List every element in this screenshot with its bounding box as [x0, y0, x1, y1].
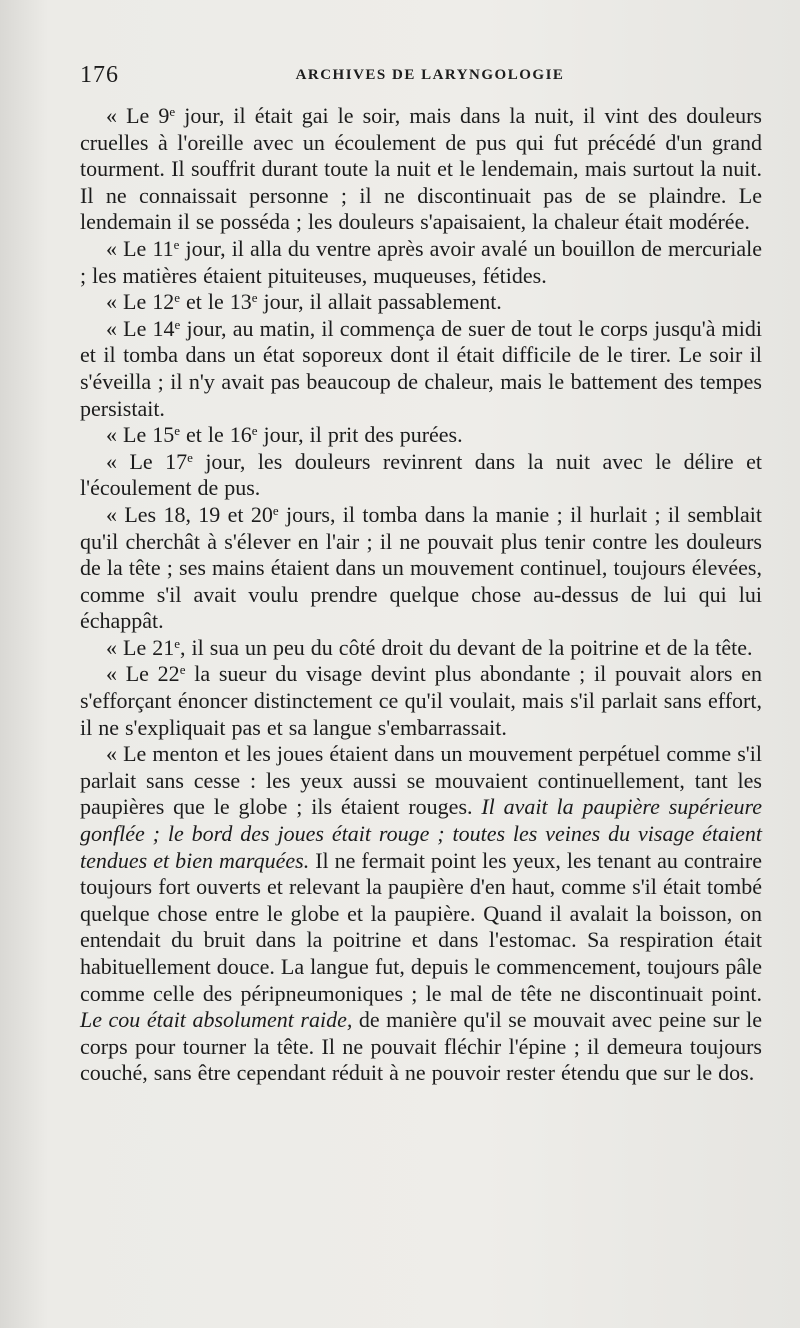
- paragraph: [80, 103, 762, 236]
- text-segment: jour, il allait passablement.: [257, 289, 502, 315]
- text-segment: , il sua un peu du côté droit du devant de la poitrine et de la tête.: [179, 634, 753, 660]
- superscript: e: [251, 290, 258, 306]
- paragraph: [80, 741, 762, 1087]
- text-segment: et le 16: [179, 422, 252, 448]
- italic-text: Il avait la paupière supérieure gonflée ; le bord des joues était rouge ; toutes les veines du visage étaient tendues et bien marquées.: [80, 794, 762, 873]
- text-segment: « Le 21: [106, 634, 175, 660]
- superscript: e: [173, 236, 180, 252]
- text-segment: « Le 9: [106, 103, 170, 128]
- text-segment: « Le 12: [106, 289, 175, 315]
- paragraph: [80, 449, 762, 502]
- superscript: e: [174, 316, 181, 332]
- italic-text: Le cou était absolument raide,: [80, 1007, 353, 1033]
- superscript: e: [187, 449, 193, 465]
- superscript: e: [174, 290, 180, 306]
- paragraph: [80, 236, 762, 289]
- paragraph: [80, 635, 762, 662]
- paragraph: [80, 316, 762, 422]
- paragraph: [80, 422, 762, 449]
- superscript: e: [174, 423, 180, 439]
- text-segment: « Le 17: [106, 448, 188, 474]
- paragraph: [80, 661, 762, 741]
- text-segment: « Le menton et les joues étaient dans un mouvement perpétuel comme s'il parlait sans cesse : les yeux aussi se mouvaient continuellement, tant les paupières que le globe ; ils étaient rouges.: [80, 741, 762, 820]
- text-segment: Il ne fermait point les yeux, les tenant au contraire toujours fort ouverts et relevant la paupière d'en haut, comme s'il était tombé quelque chose entre le globe et la paupière. Quand il avalait la boisson, on entendait du bruit dans la poitrine et dans l'estomac. Sa respiration était habituellement douce. La langue fut, depuis le commencement, toujours pâle comme celle des péripneumoniques ; le mal de tête ne discontinuait point.: [80, 847, 763, 1006]
- running-head: ARCHIVES DE LARYNGOLOGIE: [295, 67, 565, 83]
- paragraph: [80, 502, 762, 635]
- superscript: e: [179, 662, 186, 678]
- text-segment: jours, il tomba dans la manie ; il hurlait ; il semblait qu'il cherchât à s'élever en l'air ; il ne pouvait plus tenir contre les douleurs de la tête ; ses mains étaient dans un mouvement continuel, toujours élevées, comme s'il avait voulu prendre quelque chose au-dessus de lui qui lui échappât.: [80, 501, 762, 634]
- text-segment: jour, au matin, il commença de suer de tout le corps jusqu'à midi et il tomba dans un état soporeux dont il était difficile de le tirer. Le soir il s'éveilla ; il n'y avait pas beaucoup de chaleur, mais le battement des tempes persistait.: [80, 315, 763, 421]
- superscript: e: [272, 502, 279, 518]
- page-number: 176: [80, 62, 119, 88]
- text-segment: jour, les douleurs revinrent dans la nuit avec le délire et l'écoulement de pus.: [80, 448, 762, 501]
- superscript: e: [174, 635, 180, 651]
- text-segment: jour, il alla du ventre après avoir avalé un bouillon de mercuriale ; les matières étaient pituiteuses, muqueuses, fétides.: [80, 235, 762, 288]
- text-segment: « Les 18, 19 et 20: [106, 501, 273, 527]
- text-segment: « Le 14: [106, 315, 175, 341]
- text-segment: jour, il était gai le soir, mais dans la nuit, il vint des douleurs cruelles à l'oreille avec un écoulement de pus qui fut précédé d'un grand tourment. Il souffrit durant toute la nuit et le lendemain, mais surtout la nuit. Il ne connaissait personne ; il ne discontinuait pas de se plaindre. Le lendemain il se posséda ; les douleurs s'apaisaient, la chaleur était modérée.: [80, 103, 762, 235]
- paragraph: [80, 289, 762, 316]
- body-text: [80, 103, 762, 1087]
- superscript: e: [251, 423, 258, 439]
- text-segment: « Le 22: [106, 661, 180, 687]
- text-segment: et le 13: [179, 289, 252, 315]
- text-segment: la sueur du visage devint plus abondante ; il pouvait alors en s'efforçant énoncer distinctement ce qu'il voulait, mais s'il parlait sans effort, il ne s'expliquait pas et sa langue s'embarrassait.: [80, 661, 762, 740]
- text-segment: jour, il prit des purées.: [257, 422, 463, 448]
- page-header: [80, 62, 760, 92]
- text-segment: « Le 11: [106, 235, 174, 261]
- superscript: e: [169, 104, 176, 119]
- text-segment: « Le 15: [106, 422, 175, 448]
- text-segment: de manière qu'il se mouvait avec peine sur le corps pour tourner la tête. Il ne pouvait fléchir l'épine ; il demeura toujours couché, sans être cependant réduit à ne pouvoir rester étendu que sur le dos.: [80, 1007, 762, 1086]
